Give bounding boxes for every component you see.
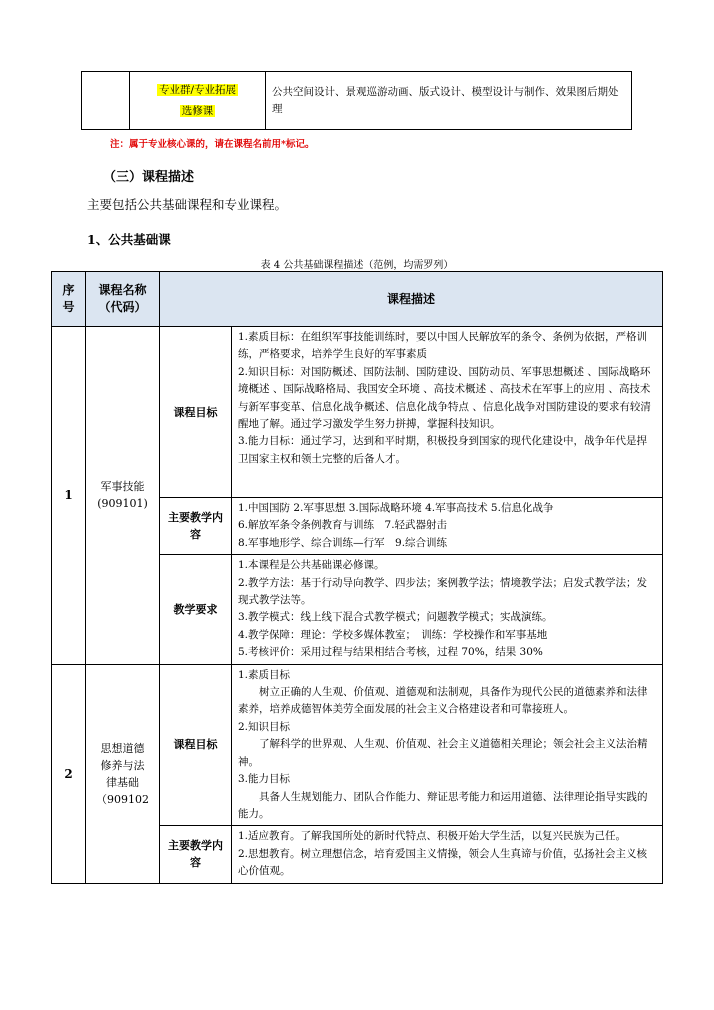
section-body: 1.中国国防 2.军事思想 3.国际战略环境 4.军事高技术 5.信息化战争 6.解放军条令条例教育与训练 7.轻武器射击 8.军事地形学、综合训练—行军 9.综合训练 xyxy=(232,498,663,555)
elective-label-cell xyxy=(130,72,266,130)
header-name: 课程名称（代码） xyxy=(86,272,160,327)
section-body: 1.素质目标 树立正确的人生观、价值观、道德观和法制观，具备作为现代公民的道德素养和法律素养，培养成德智体美劳全面发展的社会主义合格建设者和可靠接班人。 2.知识目标 了解科学的世界观、人生观、价值观、社会主义道德相关理论；领会社会主义法治精神。 3.能力目标 具备人生规划能力、团队合作能力、辩证思考能力和运用道德、法律理论指导实践的能力。 xyxy=(232,664,663,826)
section-title: 教学要求 xyxy=(160,555,232,664)
section-body: 1.素质目标：在组织军事技能训练时，要以中国人民解放军的条令、条例为依据，严格训练，严格要求，培养学生良好的军事素质 2.知识目标：对国防概述、国防法制、国防建设、国防动员、军事思想概述 、国际战略环境概述 、国际战略格局、我国安全环境 、高技术概述 、高技术在军事上的应用 、高技术与新军事变革、信息化战争概述、信息化战争特点 、信息化战争对国防建设的要求有较清醒地了解。通过学习激发学生努力拼搏，掌握科技知识。 3.能力目标：通过学习，达到和平时期，积极投身到国家的现代化建设中，战争年代是捍卫国家主权和领土完整的后备人才。 xyxy=(232,327,663,498)
course-name: 军事技能 (909101) xyxy=(86,327,160,665)
course-index: 2 xyxy=(52,664,86,883)
section-title: 课程目标 xyxy=(160,327,232,498)
table-caption: 表 4 公共基础课程描述（范例，均需罗列） xyxy=(260,260,454,271)
highlighted-label: 专业群/专业拓展 xyxy=(158,83,237,96)
intro-paragraph: 主要包括公共基础课程和专业课程。 xyxy=(87,197,288,212)
course-description-table xyxy=(51,271,663,884)
header-idx: 序号 xyxy=(52,272,86,327)
section-body: 1.适应教育。了解我国所处的新时代特点、积极开始大学生活，以复兴民族为己任。 2.思想教育。树立理想信念，培育爱国主义情操，领会人生真谛与价值，弘扬社会主义核心价值观。 xyxy=(232,826,663,883)
section-heading: （三）课程描述 xyxy=(103,170,195,185)
continuation-table xyxy=(81,71,632,130)
header-desc: 课程描述 xyxy=(160,272,663,327)
sub-heading: 1、公共基础课 xyxy=(87,232,171,247)
section-title: 课程目标 xyxy=(160,664,232,826)
course-index: 1 xyxy=(52,327,86,665)
highlighted-label-2: 选修课 xyxy=(181,104,214,117)
table-row xyxy=(52,327,663,498)
elective-content-cell: 公共空间设计、景观巡游动画、版式设计、模型设计与制作、效果图后期处理 xyxy=(266,72,632,130)
section-body: 1.本课程是公共基础课必修课。 2.教学方法：基于行动导向教学、四步法；案例教学法；情境教学法；启发式教学法；发现式教学法等。 3.教学模式：线上线下混合式教学模式；问题教学模式；实战演练。 4.教学保障：理论：学校多媒体教室； 训练：学校操作和军事基地 5.考核评价：采用过程与结果相结合考核，过程 70%，结果 30% xyxy=(232,555,663,664)
course-name: 思想道德修养与法律基础 （909102 xyxy=(86,664,160,883)
note-text: 注：属于专业核心课的，请在课程名前用*标记。 xyxy=(110,139,315,150)
table-row xyxy=(52,664,663,826)
empty-cell xyxy=(82,72,130,130)
section-title: 主要教学内容 xyxy=(160,498,232,555)
section-title: 主要教学内容 xyxy=(160,826,232,883)
